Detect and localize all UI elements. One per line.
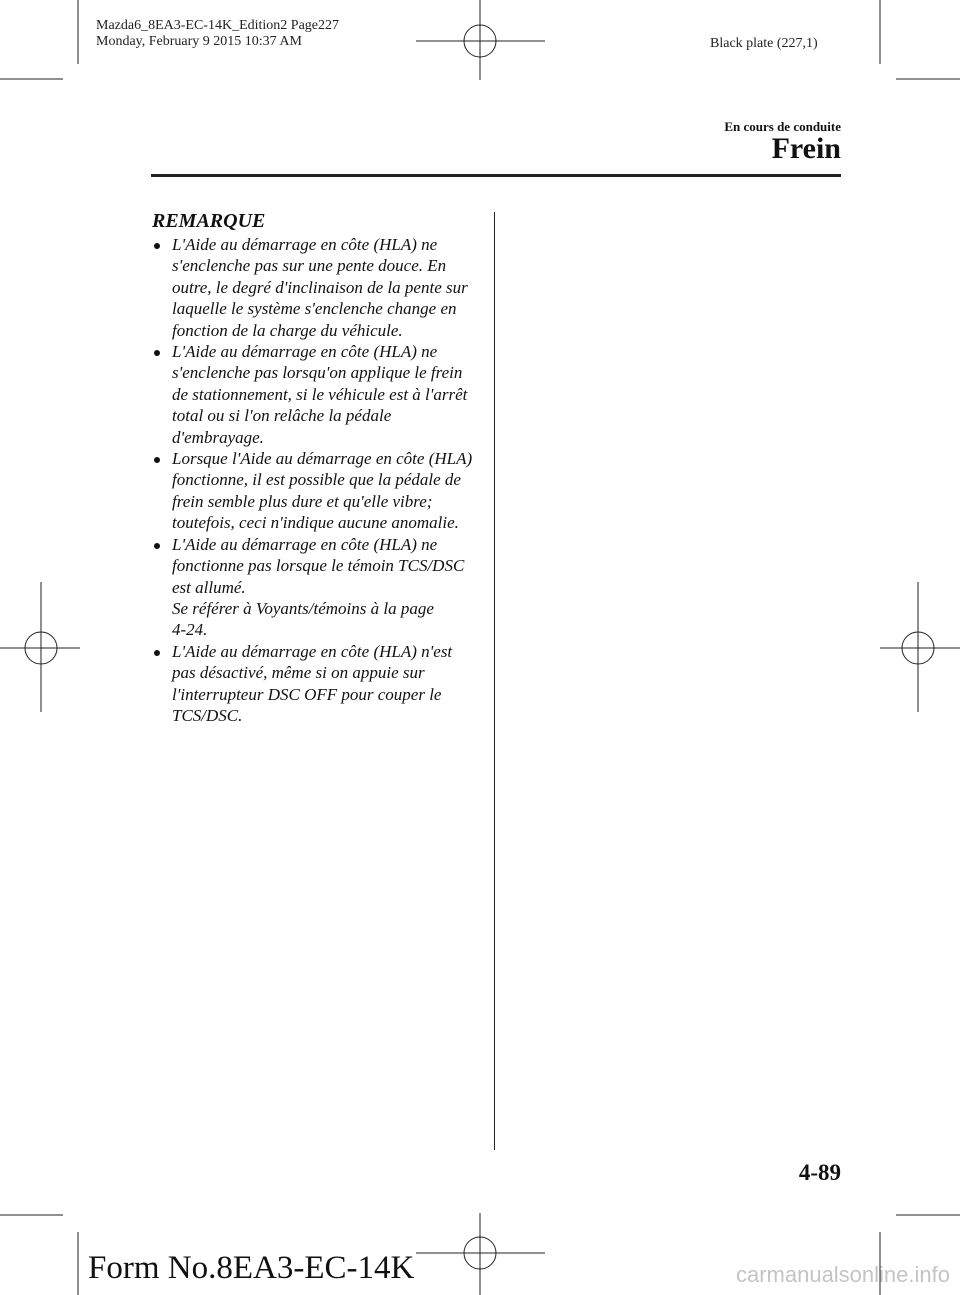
page-title: Frein: [771, 132, 841, 165]
note-list: [152, 234, 482, 726]
form-number: Form No.8EA3-EC-14K: [88, 1250, 415, 1286]
registration-mark-bottom: [416, 1213, 545, 1295]
note-item: [152, 341, 482, 448]
bullet-icon: [154, 457, 160, 463]
note-item-text: L'Aide au démarrage en côte (HLA) ne s'enclenche pas lorsqu'on applique le frein de stationnement, si le véhicule est à l'arrêt total ou si l'on relâche la pédale d'embrayage.: [172, 342, 468, 447]
section-label: En cours de conduite: [724, 119, 841, 134]
bullet-icon: [154, 350, 160, 356]
print-date-line: Monday, February 9 2015 10:37 AM: [96, 34, 302, 49]
page-number: 4-89: [798, 1160, 841, 1185]
note-item: [152, 641, 482, 727]
registration-mark-right: [880, 582, 960, 712]
bullet-icon: [154, 243, 160, 249]
print-file-line: Mazda6_8EA3-EC-14K_Edition2 Page227: [96, 18, 340, 33]
watermark: carmanualsonline.info: [735, 1262, 950, 1287]
note-block: [152, 210, 482, 726]
bullet-icon: [154, 543, 160, 549]
column-divider: [494, 212, 495, 1150]
note-item-text: L'Aide au démarrage en côte (HLA) ne fonctionne pas lorsque le témoin TCS/DSC est allumé. Se référer à Voyants/témoins à la page 4-24.: [172, 534, 465, 640]
note-item-text: L'Aide au démarrage en côte (HLA) ne s'enclenche pas sur une pente douce. En outre, le degré d'inclinaison de la pente sur laquelle le système s'enclenche change en fonction de la charge du véhicule.: [172, 235, 468, 340]
bullet-icon: [154, 650, 160, 656]
header-rule: [151, 174, 841, 177]
plate-info: Black plate (227,1): [710, 36, 818, 51]
note-item: [152, 534, 482, 641]
registration-mark-top: [416, 0, 545, 80]
note-heading: REMARQUE: [152, 210, 266, 232]
registration-mark-left: [0, 582, 80, 712]
note-item: [152, 234, 482, 341]
note-item: [152, 448, 482, 534]
note-item-text: L'Aide au démarrage en côte (HLA) n'est pas désactivé, même si on appuie sur l'interrupteur DSC OFF pour couper le TCS/DSC.: [172, 641, 453, 725]
note-item-text: Lorsque l'Aide au démarrage en côte (HLA) fonctionne, il est possible que la pédale de frein semble plus dure et qu'elle vibre; toutefois, ceci n'indique aucune anomalie.: [172, 449, 473, 533]
print-file-info: [96, 18, 339, 50]
